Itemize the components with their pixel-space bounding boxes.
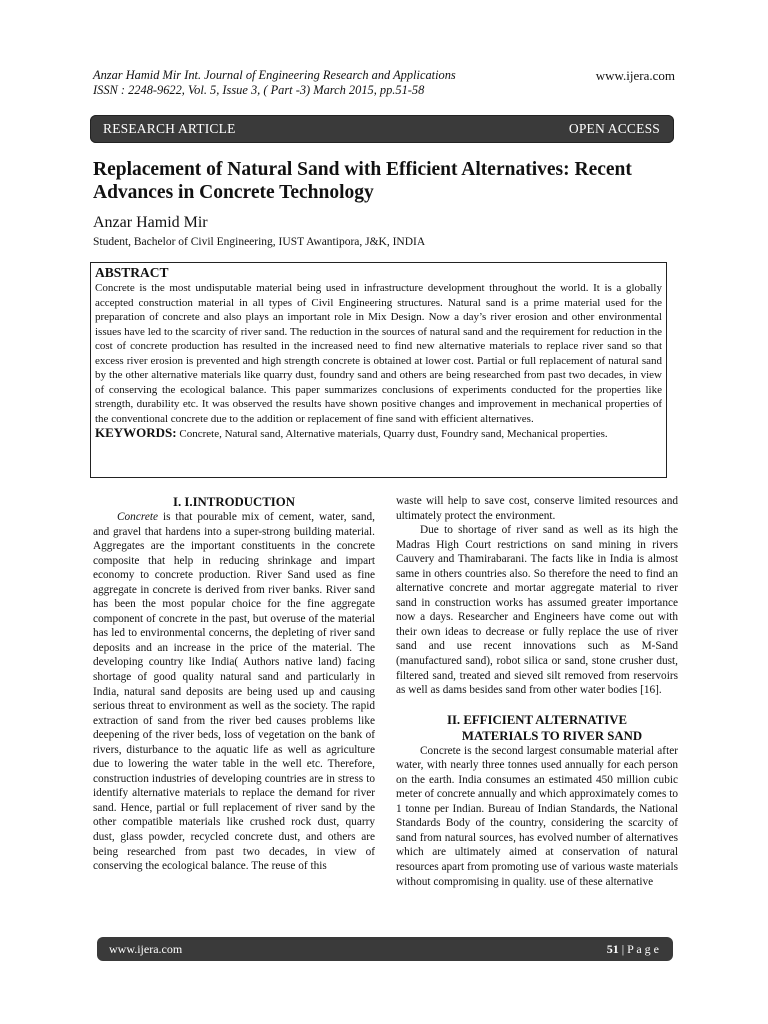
section-heading-alternatives-line1: II. EFFICIENT ALTERNATIVE [446,712,628,727]
right-column [396,494,678,889]
keywords-list: Concrete, Natural sand, Alternative materials, Quarry dust, Foundry sand, Mechanical properties. [176,428,608,440]
open-access-label: OPEN ACCESS [568,121,660,136]
section-heading-introduction: I. I.INTRODUCTION [173,495,295,509]
journal-website[interactable]: www.ijera.com [595,68,675,83]
keywords-label: KEYWORDS: [95,425,177,440]
page-number [607,942,659,957]
abstract-text: Concrete is the most undisputable material being used in infrastructure development throughout the world. It is a globally accepted construction material in all types of Civil Engineering structures. Natural sand is a prime material used for the preparation of concrete and also plays an important role in Mix Design. Now a day’s river erosion and other environmental issues have led to the scarcity of river sand. The reduction in the sources of natural sand and the requirement for reduction in the cost of concrete production has resulted in the increased need to find new alternative materials to replace river sand so that excess river erosion is prevented and high strength concrete is obtained at lower cost. Partial or full replacement of natural sand by the other alternative materials like quarry dust, foundry sand and others are being researched from past two decades, in view of conserving the ecological balance. This paper summarizes conclusions of experiments conducted for the properties like strength, durability etc. It was observed the results have shown positive changes and improvement in mechanical properties of the conventional concrete due to the addition or replacement of fine sand with efficient alternatives. [95,282,662,425]
research-article-label: RESEARCH ARTICLE [103,121,236,136]
author-name: Anzar Hamid Mir [93,214,208,231]
journal-header [93,68,675,98]
intro-paragraph-text: is that pourable mix of cement, water, sand, and gravel that hardens into a super-strong building material. Aggregates are the important constituents in the concrete composite that help in reducing shrinkage and impart economy to concrete production. River Sand used as fine aggregate in concrete is derived from river banks. River sand has been the most popular choice for the fine aggregate component of concrete in the past, but overuse of the material has led to environmental concerns, the depleting of river sand deposits and an increase in the price of the material. The developing country like India( Authors native land) facing shortage of good quality natural sand and particularly in India, natural sand deposits are being used up and causing serious threat to environment as well as the society. The rapid extraction of sand from the river bed causes problems like deepening of the river beds, loss of vegetation on the bank of rivers, disturbance to the aquatic life as well as agriculture due to lowering the water table in the well etc. Therefore, construction industries of developing countries are in stress to identify alternative materials to replace the demand for river sand. Hence, partial or full replacement of river sand by the other compatible materials like crushed rock dust, quarry dust, glass powder, recycled concrete dust, and others are being researched from past two decades, in view of conserving the ecological balance. The reuse of this [93,511,375,873]
journal-issn: ISSN : 2248-9622, Vol. 5, Issue 3, ( Part -3) March 2015, pp.51-58 [93,83,425,97]
section-heading-alternatives-line2: MATERIALS TO RIVER SAND [461,728,643,743]
keywords [95,426,662,442]
abstract-box [90,262,667,478]
intro-paragraph-continued: waste will help to save cost, conserve limited resources and ultimately protect the environment. [396,495,678,522]
footer-website[interactable]: www.ijera.com [109,942,183,956]
page-footer [97,937,673,961]
author-affiliation: Student, Bachelor of Civil Engineering, IUST Awantipora, J&K, INDIA [93,236,426,248]
concrete-term: Concrete [117,511,158,523]
article-type-banner [90,115,674,143]
left-column [93,494,375,874]
page-number-value: 51 [606,942,619,956]
abstract-heading: ABSTRACT [95,265,169,280]
page-label: | P a g e [618,942,659,956]
journal-citation: Anzar Hamid Mir Int. Journal of Engineering Research and Applications [93,68,456,82]
intro-paragraph [93,510,375,874]
river-sand-paragraph: Due to shortage of river sand as well as its high the Madras High Court restrictions on sand mining in rivers Cauvery and Thamirabarani. The facts like in India is almost same in others countries also. So therefore the need to find an alternative concrete and mortar aggregate material to river sand in construction works has assumed greater importance now a days. Researcher and Engineers have come out with their own ideas to decrease or fully replace the use of river sand and use recent innovations such as M-Sand (manufactured sand), robot silica or sand, stone crusher dust, filtered sand, treated and sieved silt removed from reservoirs as well as dams besides sand from other water bodies [16]. [396,524,678,697]
alternatives-paragraph: Concrete is the second largest consumable material after water, with nearly three tonnes used annually for each person on the earth. India consumes an estimated 450 million cubic meter of concrete annually and which approximately comes to 1 tonne per Indian. Bureau of Indian Standards, the National Standards Body of the country, considering the scarcity of sand from natural sources, has evolved number of alternatives which are ultimately aimed at conservation of natural resources apart from promoting use of various waste materials without compromising in quality. use of these alternative [396,744,678,888]
paper-title: Replacement of Natural Sand with Efficient Alternatives: Recent Advances in Concrete Technology [93,159,632,203]
